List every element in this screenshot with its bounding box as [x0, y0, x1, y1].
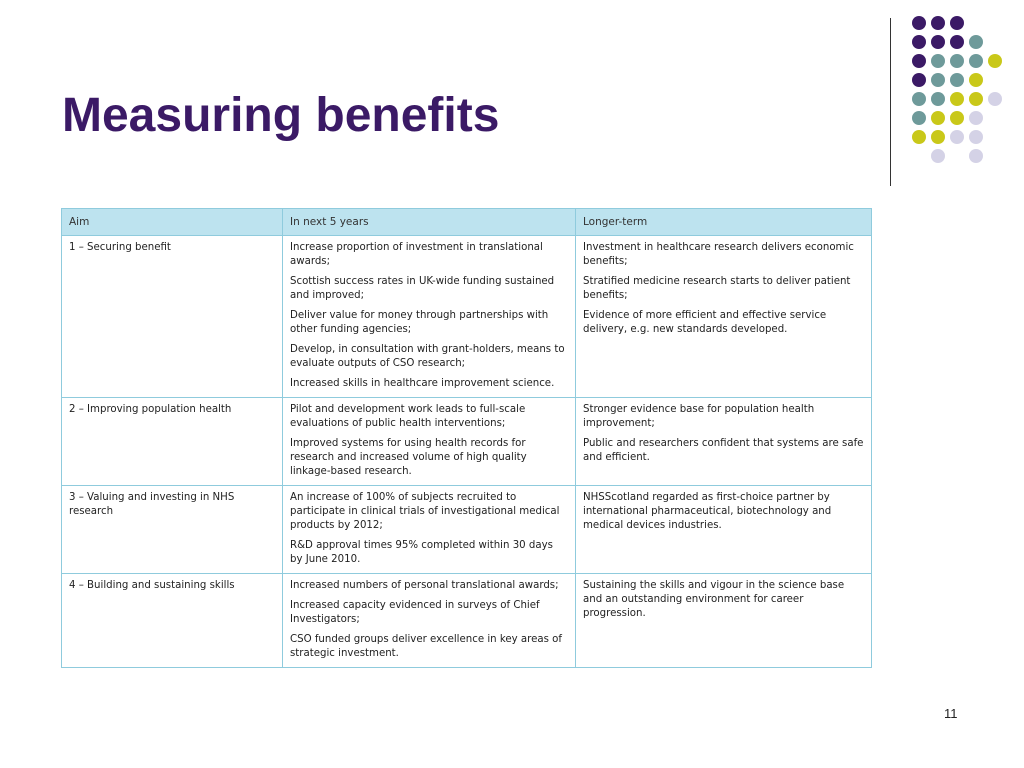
longer-term-cell — [576, 398, 872, 486]
decorative-dot — [912, 92, 926, 106]
benefits-table — [61, 208, 872, 668]
next5-cell — [283, 574, 576, 668]
longer-term-cell — [576, 486, 872, 574]
next5-item: CSO funded groups deliver excellence in key areas of strategic investment. — [290, 634, 563, 659]
decorative-dot — [950, 16, 964, 30]
next5-item: Pilot and development work leads to full-scale evaluations of public health interventions; — [290, 404, 526, 429]
decorative-dot — [931, 35, 945, 49]
decorative-dot — [950, 35, 964, 49]
decorative-dot — [912, 54, 926, 68]
header-aim: Aim — [62, 209, 283, 236]
next5-cell — [283, 236, 576, 398]
decorative-dot — [931, 111, 945, 125]
table-header-row — [62, 209, 872, 236]
table-row — [62, 574, 872, 668]
decorative-dot — [969, 149, 983, 163]
decorative-dot — [912, 16, 926, 30]
aim-cell — [62, 398, 283, 486]
next5-item: Increase proportion of investment in translational awards; — [290, 242, 543, 267]
table-row — [62, 236, 872, 398]
header-longer-term: Longer-term — [576, 209, 872, 236]
header-next-5-years: In next 5 years — [283, 209, 576, 236]
aim-text: 3 – Valuing and investing in NHS research — [69, 492, 235, 517]
longer-term-item: Public and researchers confident that systems are safe and efficient. — [583, 438, 864, 463]
longer-term-item: Sustaining the skills and vigour in the science base and an outstanding environment for career progression. — [583, 580, 845, 619]
aim-text: 1 – Securing benefit — [69, 242, 171, 253]
decorative-dot — [950, 111, 964, 125]
decorative-dot — [950, 130, 964, 144]
next5-cell — [283, 398, 576, 486]
decorative-dot — [969, 73, 983, 87]
decorative-dot — [988, 54, 1002, 68]
decorative-dot — [931, 16, 945, 30]
aim-cell — [62, 574, 283, 668]
next5-item: Increased numbers of personal translational awards; — [290, 580, 559, 591]
divider-line — [890, 18, 891, 186]
longer-term-item: Investment in healthcare research delivers economic benefits; — [583, 242, 854, 267]
decorative-dot — [950, 73, 964, 87]
longer-term-item: NHSScotland regarded as first-choice partner by international pharmaceutical, biotechnology and medical devices industries. — [583, 492, 832, 531]
page-number: 11 — [944, 706, 958, 721]
table-row — [62, 486, 872, 574]
longer-term-item: Evidence of more efficient and effective service delivery, e.g. new standards developed. — [583, 310, 827, 335]
next5-item: Increased capacity evidenced in surveys of Chief Investigators; — [290, 600, 540, 625]
decorative-dot — [931, 73, 945, 87]
decorative-dot — [988, 92, 1002, 106]
longer-term-item: Stratified medicine research starts to deliver patient benefits; — [583, 276, 851, 301]
longer-term-cell — [576, 236, 872, 398]
longer-term-cell — [576, 574, 872, 668]
decorative-dot — [950, 92, 964, 106]
decorative-dot — [931, 92, 945, 106]
slide-title: Measuring benefits — [62, 89, 500, 142]
decorative-dot — [969, 35, 983, 49]
decorative-dot — [931, 149, 945, 163]
decorative-dot — [969, 54, 983, 68]
aim-text: 2 – Improving population health — [69, 404, 232, 415]
decorative-dot — [969, 111, 983, 125]
decorative-dot — [969, 130, 983, 144]
aim-text: 4 – Building and sustaining skills — [69, 580, 235, 591]
aim-cell — [62, 236, 283, 398]
next5-item: An increase of 100% of subjects recruited to participate in clinical trials of investigational medical products by 2012; — [290, 492, 560, 531]
next5-item: Increased skills in healthcare improvement science. — [290, 378, 555, 389]
longer-term-item: Stronger evidence base for population health improvement; — [583, 404, 815, 429]
decorative-dot — [969, 92, 983, 106]
table-row — [62, 398, 872, 486]
next5-item: Deliver value for money through partnerships with other funding agencies; — [290, 310, 549, 335]
decorative-dot — [912, 73, 926, 87]
next5-item: R&D approval times 95% completed within 30 days by June 2010. — [290, 540, 553, 565]
decorative-dot — [931, 54, 945, 68]
decorative-dot — [931, 130, 945, 144]
next5-item: Improved systems for using health records for research and increased volume of high quality linkage-based research. — [290, 438, 527, 477]
decorative-dot — [950, 54, 964, 68]
decorative-dot — [912, 130, 926, 144]
decorative-dot — [912, 111, 926, 125]
next5-item: Develop, in consultation with grant-holders, means to evaluate outputs of CSO research; — [290, 344, 565, 369]
decorative-dot — [912, 35, 926, 49]
next5-cell — [283, 486, 576, 574]
next5-item: Scottish success rates in UK-wide funding sustained and improved; — [290, 276, 555, 301]
aim-cell — [62, 486, 283, 574]
